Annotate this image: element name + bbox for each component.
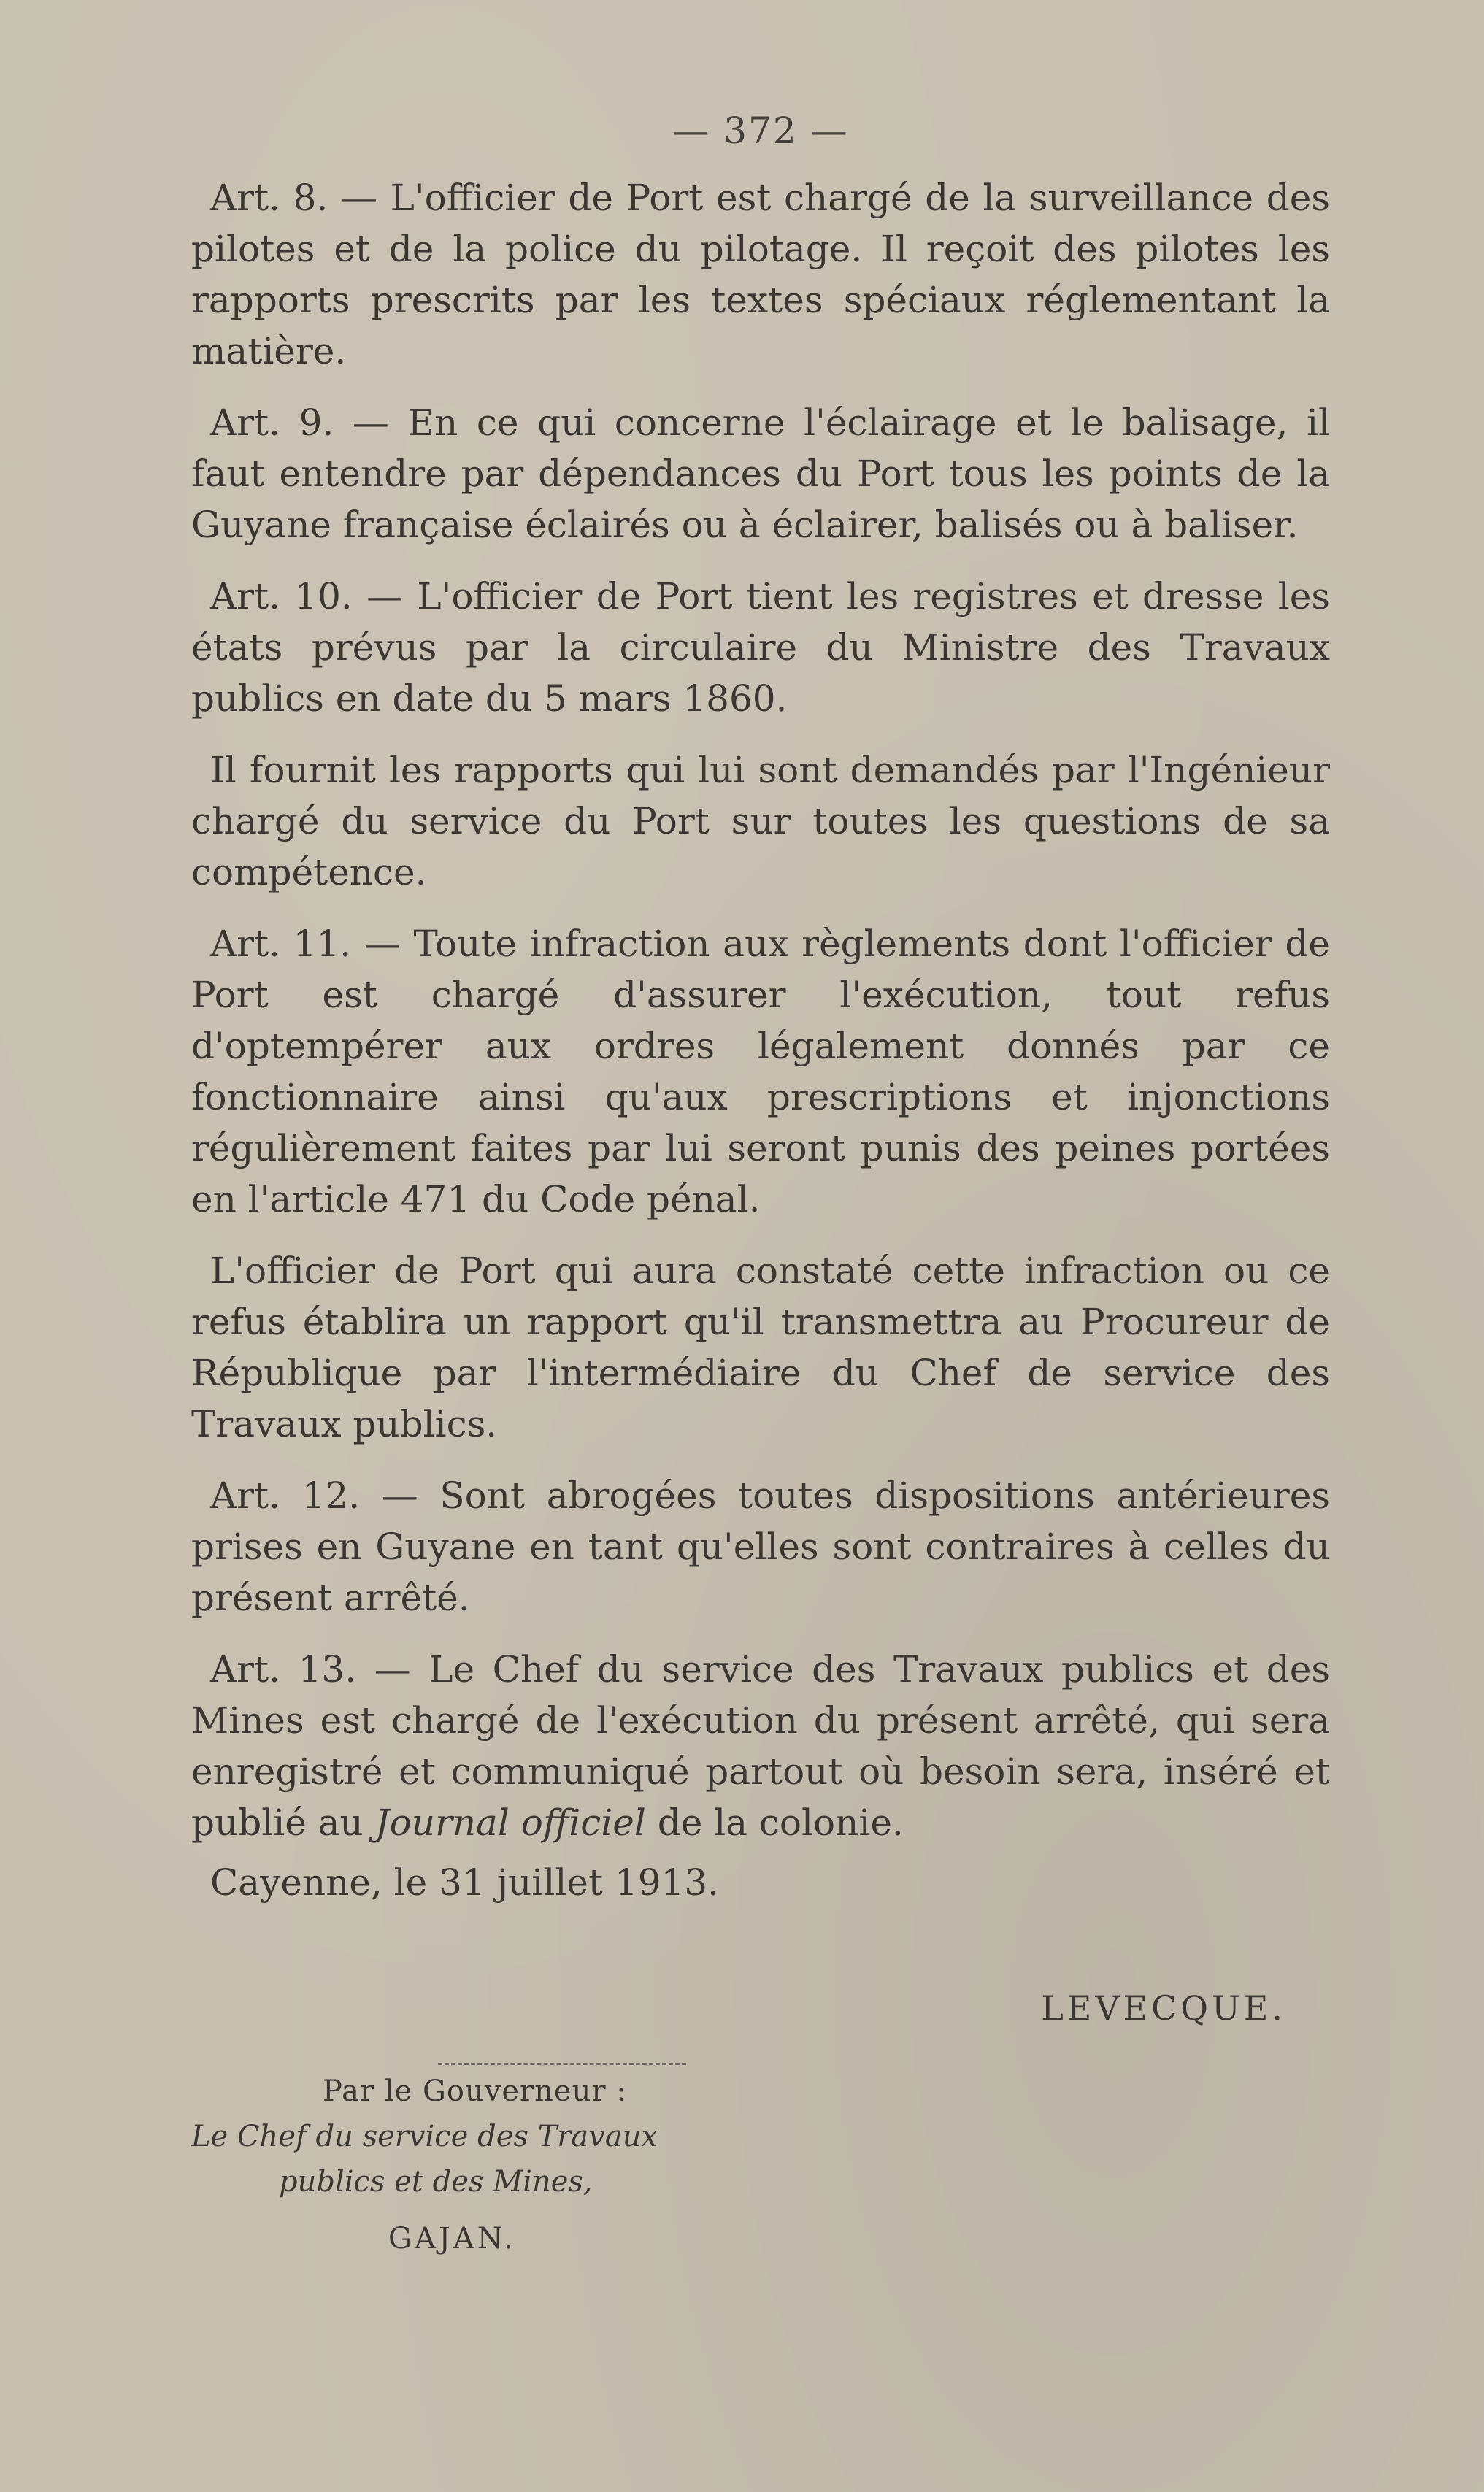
countersignature-block — [191, 2069, 1330, 2261]
document-page — [191, 109, 1330, 2409]
paragraph-art-11-cont: L'officier de Port qui aura constaté cette infraction ou ce refus établira un rapport qu'il transmettra au Procureur de République par l'intermédiaire du Chef de service des Travaux publics. — [191, 1250, 1330, 1445]
art-13-end: de la colonie. — [645, 1801, 904, 1844]
chef-title-line-1: Le Chef du service des Travaux — [191, 2120, 658, 2153]
paragraph-art-8: Art. 8. — L'officier de Port est chargé de la surveillance des pilotes et de la police du pilotage. Il reçoit des pilotes les rapports prescrits par les textes spéciaux réglementant la matière. — [191, 177, 1330, 372]
signature: LEVECQUE. — [1041, 1988, 1286, 2028]
paragraph-art-10-cont: Il fournit les rapports qui lui sont demandés par l'Ingénieur chargé du service du Port sur toutes les questions de sa compétence. — [191, 749, 1330, 893]
chef-name: GAJAN. — [388, 2222, 516, 2256]
paragraph-art-11: Art. 11. — Toute infraction aux règlements dont l'officier de Port est chargé d'assurer l'exécution, tout refus d'optempérer aux ordres légalement donnés par ce fonctionnaire ainsi qu'aux prescriptions et injonctions régulièrement faites par lui seront punis des peines portées en l'article 471 du Code pénal. — [191, 923, 1330, 1220]
paragraph-art-10: Art. 10. — L'officier de Port tient les registres et dresse les états prévus par la circulaire du Ministre des Travaux publics en date du 5 mars 1860. — [191, 575, 1330, 720]
paragraph-art-13 — [191, 1644, 1330, 1848]
date-line: Cayenne, le 31 juillet 1913. — [210, 1861, 720, 1904]
journal-officiel-title: Journal officiel — [374, 1801, 646, 1844]
chef-title-line-2: publics et des Mines, — [279, 2165, 593, 2199]
closing-rule — [438, 2063, 686, 2065]
paragraph-art-12: Art. 12. — Sont abrogées toutes dispositions antérieures prises en Guyane en tant qu'elles sont contraires à celles du présent arrêté. — [191, 1474, 1330, 1619]
art-13-text: Art. 13. — Le Chef du service des Travaux publics et des Mines est chargé de l'exécution du présent arrêté, qui sera enregistré et communiqué partout où besoin sera, inséré et publié au — [191, 1648, 1330, 1844]
page-number: — 372 — — [672, 109, 849, 152]
by-governor-line: Par le Gouverneur : — [323, 2074, 627, 2108]
paragraph-art-9: Art. 9. — En ce qui concerne l'éclairage et le balisage, il faut entendre par dépendances du Port tous les points de la Guyane française éclairés ou à éclairer, balisés ou à baliser. — [191, 401, 1330, 546]
